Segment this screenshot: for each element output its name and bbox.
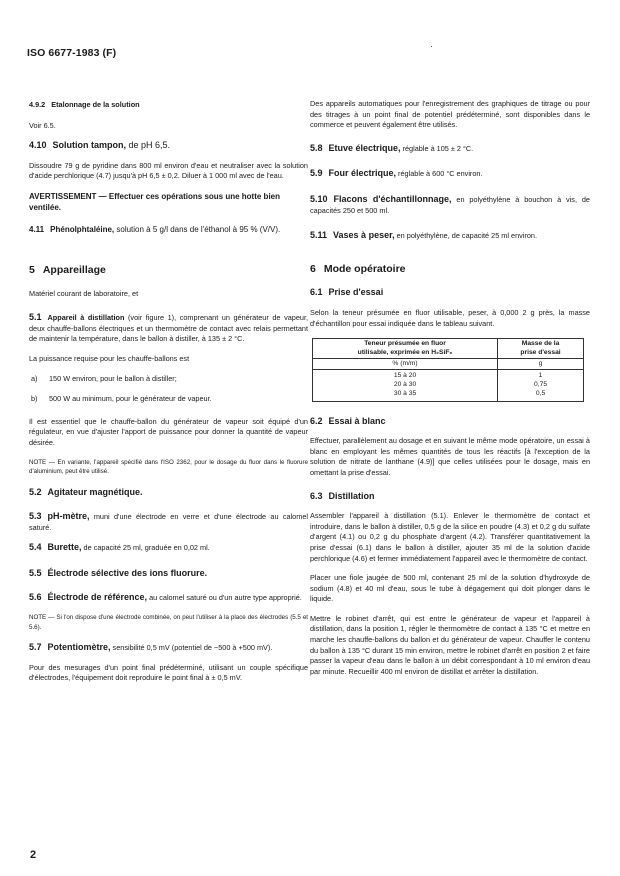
subsection-4-10: 4.10 Solution tampon, de pH 6,5. — [29, 140, 171, 151]
paragraph: Des appareils automatiques pour l'enregistrement des graphiques de titrage ou pour des titrages à un point final de potentiel prédéterminé, sont disponibles dans le commerce et peuvent également être utilisés. — [310, 99, 590, 130]
table-row — [313, 381, 584, 389]
subsection-6-1: 6.1 Prise d'essai — [310, 287, 384, 298]
subsection-5-5: 5.5 Électrode sélective des ions fluorure. — [29, 567, 208, 578]
table-header-cell: Masse de la prise d'essai — [498, 339, 584, 359]
paragraph: Effectuer, parallèlement au dosage et en suivant le même mode opératoire, un essai à blanc en employant les mêmes quantités de tous les réactifs [à l'exception de la solution de nitrate de lanthane (4.9)] que celles utilisées pour le dosage, mais en omettant la prise d'essai. — [310, 436, 590, 477]
right-column — [310, 99, 590, 686]
list-item: b) 500 W au minimum, pour le générateur de vapeur. — [31, 394, 212, 404]
table-row — [313, 370, 584, 381]
paragraph: Mettre le robinet d'arrêt, qui est entre le générateur de vapeur et l'appareil à distillation, dans la position 1, régler le thermomètre de contact à 135 °C et mettre en marche les chauffe-ballons du ballon et du générateur de vapeur. Chauffer le contenu du ballon à 135 °C durant 15 min environ, mettre le robinet d'arrêt en position 2 et faire passer la vapeur d'eau dans le ballon à un débit correspondant à 10 ml environ d'eau par minute. Recueillir 400 ml environ de distillat et arrêter la distillation. — [310, 613, 590, 676]
paragraph: Dissoudre 79 g de pyridine dans 800 ml environ d'eau et neutraliser avec la solution d'acide perchlorique (4.7) jusqu'à pH 6,5 ± 0,2. Diluer à 1 000 ml avec de l'eau. — [29, 160, 308, 181]
paragraph: Matériel courant de laboratoire, et — [29, 288, 139, 298]
subsection-5-4: 5.4 Burette, de capacité 25 ml, graduée en 0,02 ml. — [29, 542, 210, 553]
table-cell: 1 — [498, 370, 584, 381]
subsection-5-7: 5.7 Potentiomètre, sensibilité 0,5 mV (potentiel de −500 à +500 mV). — [29, 642, 273, 653]
table-cell: 0,75 — [498, 381, 584, 389]
table-row — [313, 389, 584, 401]
table-header-cell: Teneur présumée en fluor utilisable, exprimée en H₂SiF₆ — [313, 339, 498, 359]
paragraph: Selon la teneur présumée en fluor utilisable, peser, à 0,000 2 g près, la masse d'échantillon pour essai indiquée dans le tableau suivant. — [310, 307, 590, 328]
page-number: 2 — [30, 849, 37, 861]
paragraph: Placer une fiole jaugée de 500 ml, contenant 25 ml de la solution d'hydroxyde de sodium (4.8) et 40 ml d'eau, sous le tube à dégagement qui doit plonger dans le liquide. — [310, 573, 590, 604]
subsection-6-3: 6.3 Distillation — [310, 490, 375, 501]
subsection-5-2: 5.2 Agitateur magnétique. — [29, 486, 143, 497]
subsection-4-9-2: 4.9.2 Etalonnage de la solution — [29, 100, 140, 109]
table-cell: g — [498, 358, 584, 369]
subsection-5-10: 5.10 Flacons d'échantillonnage, en polyéthylène à bouchon à vis, de capacités 250 et 500 ml. — [310, 193, 590, 215]
paragraph: Pour des mesurages d'un point final prédéterminé, utilisant un couple spécifique d'électrodes, l'équipement doit reproduire le point final à ± 0,5 mV. — [29, 662, 308, 683]
table-unit-row — [313, 358, 584, 369]
table-cell: 15 à 20 — [313, 370, 498, 381]
table-cell: % (m/m) — [313, 358, 498, 369]
section-6-heading: 6 Mode opératoire — [310, 262, 406, 275]
subsection-5-8: 5.8 Etuve électrique, réglable à 105 ± 2 °C. — [310, 142, 474, 153]
subsection-6-2: 6.2 Essai à blanc — [310, 415, 386, 426]
subsection-5-9: 5.9 Four électrique, réglable à 600 °C environ. — [310, 168, 483, 179]
subsection-4-11: 4.11 Phénolphtaléine, solution à 5 g/l dans de l'éthanol à 95 % (V/V). — [29, 224, 281, 234]
subsection-5-3: 5.3 pH-mètre, muni d'une électrode en verre et d'une électrode au calomel saturé. — [29, 511, 308, 532]
left-column — [29, 100, 308, 693]
paragraph: Voir 6.5. — [29, 120, 56, 130]
table-cell: 20 à 30 — [313, 381, 498, 389]
note: NOTE — Si l'on dispose d'une électrode combinée, on peut l'utiliser à la place des électrodes (5.5 et 5.6). — [29, 614, 308, 631]
paragraph: Assembler l'appareil à distillation (5.1). Enlever le thermomètre de contact et introduire, dans le ballon à distiller, 0,5 g de la silice en poudre (4.3) et 0,2 g du sulfate d'argent (4.1) ou 0,2 g du phosphate d'argent (4.2). Transférer quantitativement la prise d'essai (6.1) dans le ballon à distiller, ajouter 35 ml de la solution d'acide perchlorique (4.6) et fermer immédiatement l'appareil avec le thermomètre de contact. — [310, 511, 590, 563]
paragraph: Il est essentiel que le chauffe-ballon du générateur de vapeur soit équipé d'un régulateur, en vue d'ajuster l'apport de puissance pour donner la quantité de vapeur désirée. — [29, 416, 308, 447]
table-cell: 0,5 — [498, 389, 584, 401]
paragraph: La puissance requise pour les chauffe-ballons est — [29, 353, 190, 363]
subsection-5-1: 5.1 Appareil à distillation (voir figure 1), comprenant un générateur de vapeur, deux chauffe-ballons électriques et un thermomètre de contact avec relais permettant de maintenir la température, dans le ballon à distiller, à 135 ± 2 °C. — [29, 312, 309, 344]
warning: AVERTISSEMENT — Effectuer ces opérations sous une hotte bien ventilée. — [29, 191, 281, 213]
subsection-5-11: 5.11 Vases à peser, en polyéthylène, de capacité 25 ml environ. — [310, 230, 537, 241]
subsection-5-6: 5.6 Électrode de référence, au calomel saturé ou d'un autre type approprié. — [29, 592, 302, 603]
sample-mass-table — [312, 338, 584, 401]
table-header-row — [313, 339, 584, 359]
list-item: a) 150 W environ, pour le ballon à distiller; — [31, 373, 177, 383]
note: NOTE — En variante, l'appareil spécifié dans l'ISO 2362, pour le dosage du fluor dans le fluorure d'aluminium, peut être utilisé. — [29, 458, 308, 475]
table-cell: 30 à 35 — [313, 389, 498, 401]
speck — [431, 46, 432, 47]
section-5-heading: 5 Appareillage — [29, 263, 106, 276]
document-header: ISO 6677-1983 (F) — [27, 47, 117, 59]
